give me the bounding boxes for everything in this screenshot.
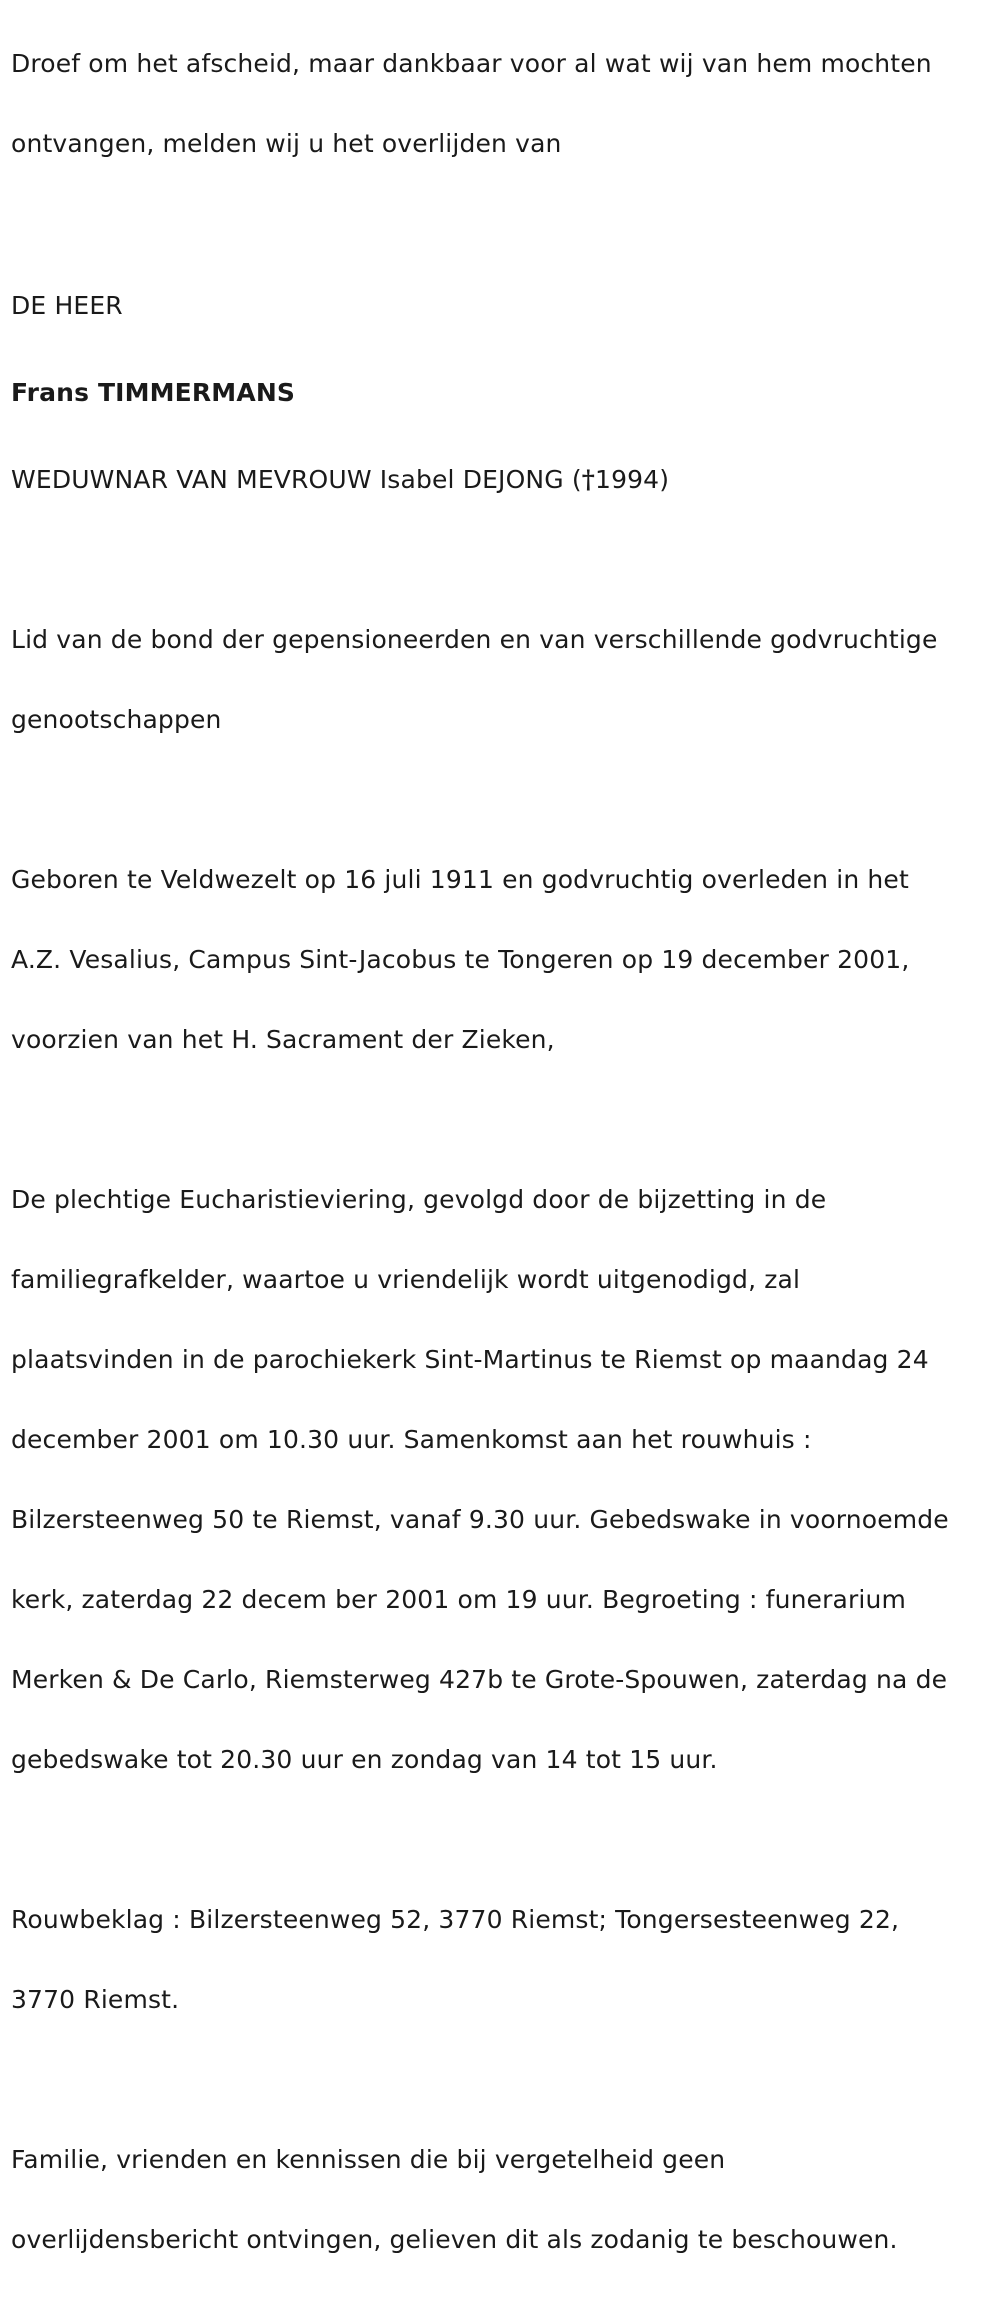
spacer — [11, 1100, 995, 1140]
birth-death-line-2: A.Z. Vesalius, Campus Sint-Jacobus te Tongeren op 19 december 2001, — [11, 945, 910, 974]
honorific-title: DE HEER — [11, 291, 123, 320]
ceremony-line-5: Bilzersteenweg 50 te Riemst, vanaf 9.30 uur. Gebedswake in voornoemde — [11, 1505, 949, 1534]
birth-death-line-1: Geboren te Veldwezelt op 16 juli 1911 en godvruchtig overleden in het — [11, 865, 909, 894]
ceremony-line-6: kerk, zaterdag 22 decem ber 2001 om 19 uur. Begroeting : funerarium — [11, 1585, 907, 1614]
widower-line — [11, 460, 995, 500]
widower-prefix: WEDUWNAR VAN MEVROUW Isabel DEJONG ( — [11, 465, 582, 494]
birth-death-line-3: voorzien van het H. Sacrament der Zieken, — [11, 1025, 555, 1054]
spacer — [11, 204, 995, 244]
deceased-name: Frans TIMMERMANS — [11, 378, 296, 407]
birth-death-paragraph — [11, 820, 995, 1100]
intro-line-2: ontvangen, melden wij u het overlijden van — [11, 129, 562, 158]
condolences-line-2: 3770 Riemst. — [11, 1985, 180, 2014]
cross-icon: † — [581, 465, 596, 494]
ceremony-line-7: Merken & De Carlo, Riemsterweg 427b te Grote-Spouwen, zaterdag na de — [11, 1665, 948, 1694]
membership-line-1: Lid van de bond der gepensioneerden en van verschillende godvruchtige — [11, 625, 938, 654]
ceremony-line-2: familiegrafkelder, waartoe u vriendelijk wordt uitgenodigd, zal — [11, 1265, 801, 1294]
closing-line-1: Familie, vrienden en kennissen die bij vergetelheid geen — [11, 2145, 726, 2174]
spacer — [11, 1820, 995, 1860]
closing-line-2: overlijdensbericht ontvingen, gelieven dit als zodanig te beschouwen. — [11, 2225, 898, 2254]
condolences-paragraph — [11, 1860, 995, 2060]
intro-line-1: Droef om het afscheid, maar dankbaar voor al wat wij van hem mochten — [11, 49, 932, 78]
membership-paragraph — [11, 580, 995, 780]
membership-line-2: genootschappen — [11, 705, 222, 734]
deceased-block — [11, 244, 995, 540]
spacer — [11, 540, 995, 580]
obituary-notice — [11, 4, 995, 2300]
ceremony-line-8: gebedswake tot 20.30 uur en zondag van 14 tot 15 uur. — [11, 1745, 718, 1774]
spacer — [11, 2060, 995, 2100]
spacer — [11, 780, 995, 820]
closing-paragraph — [11, 2100, 995, 2300]
ceremony-line-4: december 2001 om 10.30 uur. Samenkomst aan het rouwhuis : — [11, 1425, 812, 1454]
ceremony-paragraph — [11, 1140, 995, 1820]
condolences-line-1: Rouwbeklag : Bilzersteenweg 52, 3770 Riemst; Tongersesteenweg 22, — [11, 1905, 900, 1934]
ceremony-line-1: De plechtige Eucharistieviering, gevolgd door de bijzetting in de — [11, 1185, 827, 1214]
intro-paragraph — [11, 4, 995, 204]
ceremony-line-3: plaatsvinden in de parochiekerk Sint-Martinus te Riemst op maandag 24 — [11, 1345, 929, 1374]
widower-suffix: 1994) — [595, 465, 670, 494]
